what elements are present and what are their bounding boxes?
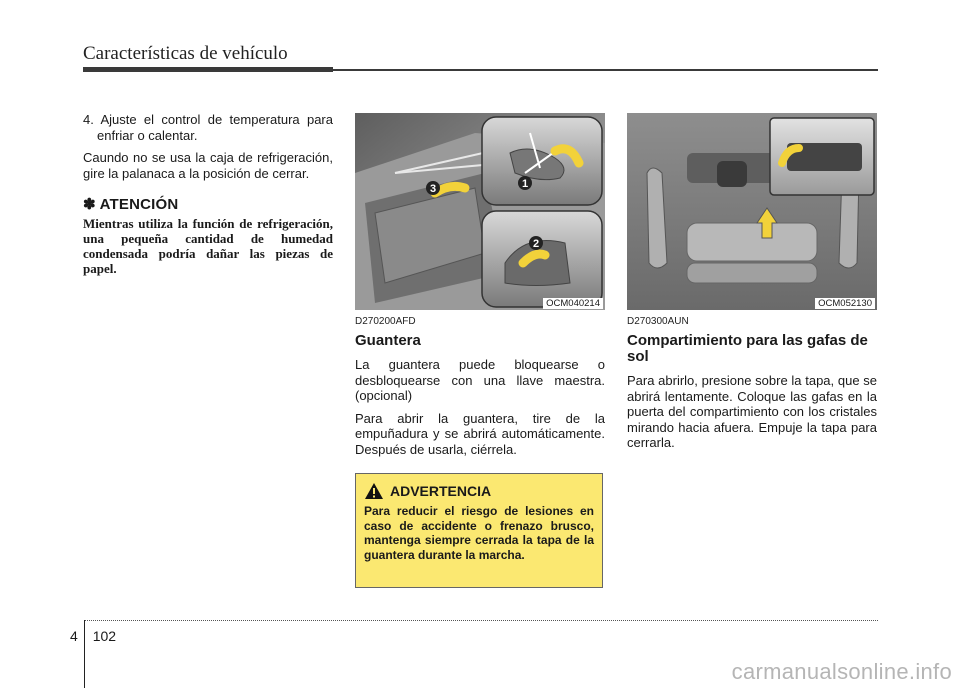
glovebox-paragraph-2: Para abrir la guantera, tire de la empuñadura y se abrirá automáticamente. Después de usarla, ciérrela. <box>355 410 605 457</box>
warning-body: Para reducir el riesgo de lesiones en caso de accidente o frenazo brusco, mantenga siempre cerrada la tapa de la guantera durante la marcha. <box>364 504 594 562</box>
figure-code-label: OCM052130 <box>815 298 875 309</box>
section-code: D270200AFD <box>355 316 416 327</box>
page-number <box>70 628 116 644</box>
figure-code-label: OCM040214 <box>543 298 603 309</box>
sunglass-paragraph-1: Para abrirlo, presione sobre la tapa, que se abrirá lentamente. Coloque las gafas en la puerta del compartimiento con los cristales mirando hacia afuera. Empuje la tapa para cerrarla. <box>627 373 877 450</box>
instruction-step-4: 4. Ajuste el control de temperatura para enfriar o calentar. <box>83 112 333 143</box>
glovebox-paragraph-1: La guantera puede bloquearse o desbloquearse con una llave maestra. (opcional) <box>355 357 605 403</box>
warning-triangle-icon <box>364 482 384 500</box>
sunglass-illustration <box>627 113 877 310</box>
page-header-title: Características de vehículo <box>83 43 288 64</box>
callout-1-label: 1 <box>521 178 529 190</box>
page-section-number: 4 <box>70 628 78 644</box>
cooling-box-paragraph: Caundo no se usa la caja de refrigeración, gire la palanaca a la posición de cerrar. <box>83 150 333 181</box>
callout-3-label: 3 <box>429 183 437 195</box>
glovebox-figure <box>355 113 605 310</box>
section-code: D270300AUN <box>627 316 689 327</box>
column-left <box>83 112 333 276</box>
section-title-glovebox: Guantera <box>355 332 421 349</box>
watermark-text: carmanualsonline.info <box>731 659 952 684</box>
glovebox-illustration <box>355 113 605 310</box>
header-rule-thin <box>333 69 878 71</box>
page-number-value: 102 <box>92 628 117 644</box>
footer-dotted-rule <box>84 620 878 621</box>
caution-body: Mientras utiliza la función de refrigeración, una pequeña cantidad de humedad condensada podría dañar las piezas de papel. <box>83 216 333 276</box>
callout-3 <box>425 180 441 201</box>
sunglass-figure <box>627 113 877 310</box>
warning-title: ADVERTENCIA <box>390 483 492 499</box>
column-right <box>627 316 877 458</box>
callout-1 <box>517 175 533 196</box>
column-middle <box>355 316 605 464</box>
callout-2 <box>528 235 544 256</box>
warning-header <box>364 482 594 500</box>
caution-title: ✽ ATENCIÓN <box>83 196 179 213</box>
section-title-sunglass: Compartimiento para las gafas de sol <box>627 332 868 365</box>
warning-box <box>355 473 603 588</box>
callout-2-label: 2 <box>532 238 540 250</box>
header-rule-thick <box>83 67 333 72</box>
